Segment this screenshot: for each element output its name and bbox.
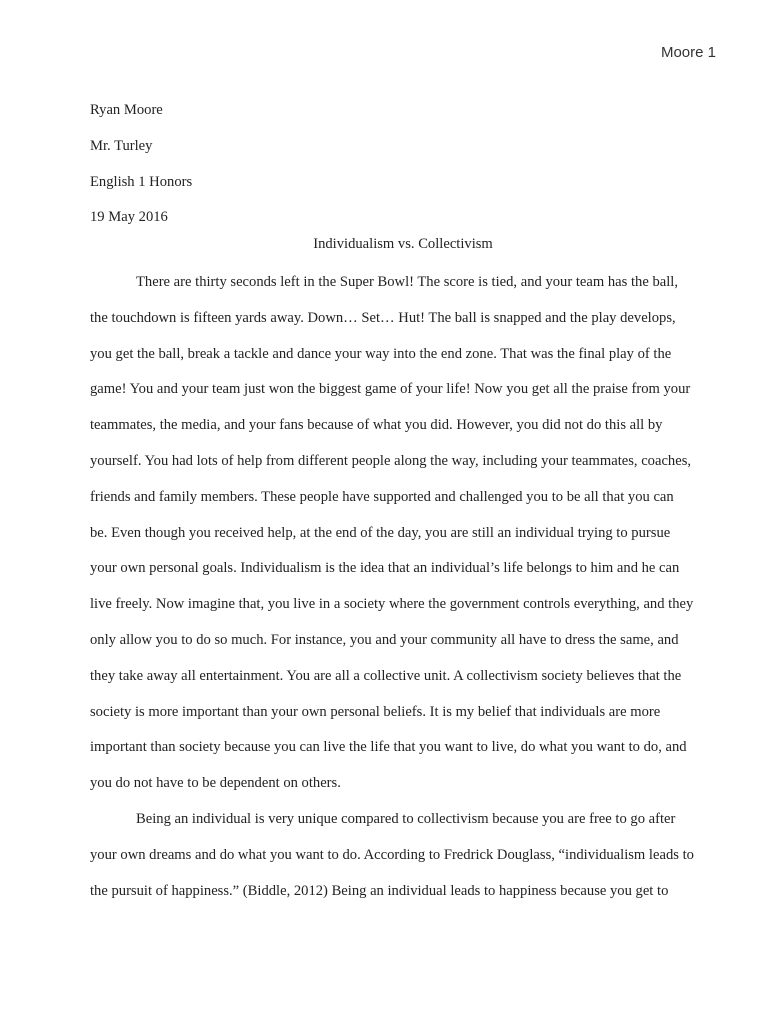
body-line: There are thirty seconds left in the Super Bowl! The score is tied, and your team has the ball,	[136, 274, 678, 290]
body-line: Being an individual is very unique compared to collectivism because you are free to go after	[136, 810, 676, 827]
body-line: they take away all entertainment. You are all a collective unit. A collectivism society believes that the	[90, 667, 682, 684]
body-line: society is more important than your own personal beliefs. It is my belief that individuals are more	[90, 703, 661, 720]
course-name: English 1 Honors	[90, 173, 193, 190]
body-line: yourself. You had lots of help from different people along the way, including your teammates, coaches,	[90, 452, 692, 469]
body-line: live freely. Now imagine that, you live in a society where the government controls everything, and they	[90, 596, 694, 613]
body-line: the pursuit of happiness.” (Biddle, 2012) Being an individual leads to happiness because you get to	[90, 882, 669, 899]
running-head: Moore 1	[660, 44, 716, 61]
body-line: only allow you to do so much. For instance, you and your community all have to dress the same, and	[90, 631, 679, 648]
essay-title: Individualism vs. Collectivism	[313, 236, 493, 252]
body-line: you get the ball, break a tackle and dance your way into the end zone. That was the final play of the	[90, 345, 672, 362]
body-line: be. Even though you received help, at the end of the day, you are still an individual trying to pursue	[90, 524, 671, 541]
essay-body	[90, 265, 730, 909]
body-line: friends and family members. These people have supported and challenged you to be all that you can	[90, 488, 674, 505]
body-line: you do not have to be dependent on others.	[90, 775, 341, 792]
body-line: important than society because you can live the life that you want to live, do what you want to do, and	[90, 739, 687, 756]
author-name: Ryan Moore	[90, 102, 163, 118]
body-line: teammates, the media, and your fans because of what you did. However, you did not do this all by	[90, 417, 663, 434]
body-line: the touchdown is fifteen yards away. Down… Set… Hut! The ball is snapped and the play develops,	[90, 309, 676, 326]
body-line: your own dreams and do what you want to do. According to Fredrick Douglass, “individualism leads to	[90, 846, 694, 863]
instructor-name: Mr. Turley	[90, 137, 153, 154]
body-line: game! You and your team just won the biggest game of your life! Now you get all the praise from your	[90, 381, 691, 398]
body-line: your own personal goals. Individualism is the idea that an individual’s life belongs to him and he can	[90, 560, 680, 577]
mla-heading	[90, 93, 192, 236]
essay-date: 19 May 2016	[90, 209, 168, 226]
